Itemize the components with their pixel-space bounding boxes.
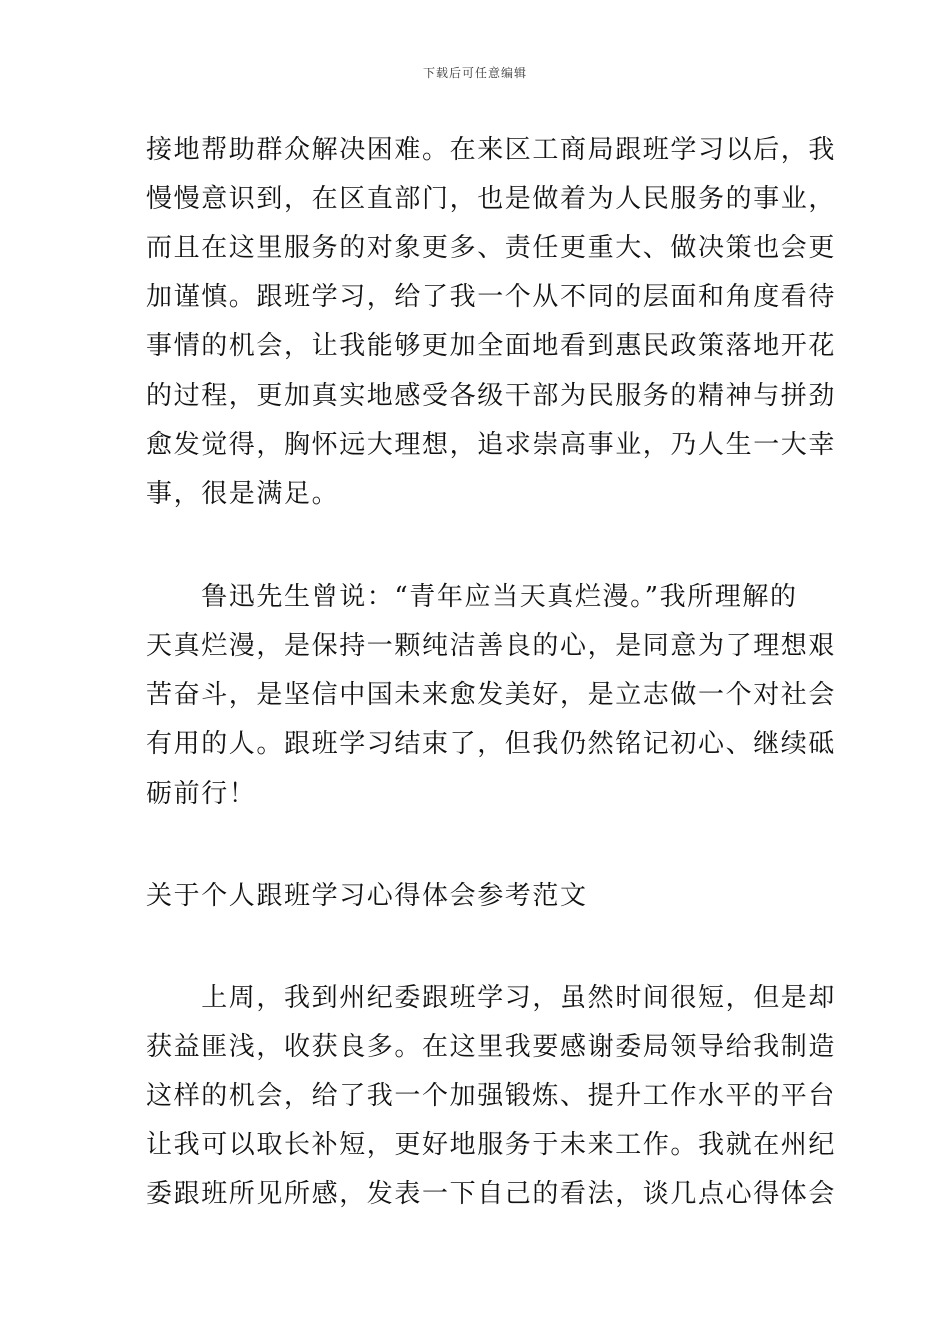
- text-line: 接地帮助群众解决困难。在来区工商局跟班学习以后，我: [146, 135, 837, 165]
- text-line: 上周，我到州纪委跟班学习，虽然时间很短，但是却: [146, 983, 837, 1013]
- text-line: 愈发觉得，胸怀远大理想，追求崇高事业，乃人生一大幸: [146, 430, 837, 460]
- text-line: 获益匪浅，收获良多。在这里我要感谢委局领导给我制造: [146, 1032, 837, 1062]
- text-line: 这样的机会，给了我一个加强锻炼、提升工作水平的平台: [146, 1081, 837, 1111]
- text-line: 的过程，更加真实地感受各级干部为民服务的精神与拼劲: [146, 381, 837, 411]
- text-line: 慢慢意识到，在区直部门，也是做着为人民服务的事业，: [146, 184, 837, 214]
- page-header: 下载后可任意编辑: [422, 66, 527, 80]
- text-line: 加谨慎。跟班学习，给了我一个从不同的层面和角度看待: [146, 282, 837, 312]
- section-title: 关于个人跟班学习心得体会参考范文: [146, 881, 588, 911]
- text-line: 事情的机会，让我能够更加全面地看到惠民政策落地开花: [146, 331, 837, 361]
- text-line: 事，很是满足。: [146, 479, 340, 509]
- text-line: 委跟班所见所感，发表一下自己的看法，谈几点心得体会: [146, 1179, 837, 1209]
- text-line: 而且在这里服务的对象更多、责任更重大、做决策也会更: [146, 233, 837, 263]
- text-line: 让我可以取长补短，更好地服务于未来工作。我就在州纪: [146, 1130, 837, 1160]
- text-line: 天真烂漫，是保持一颗纯洁善良的心，是同意为了理想艰: [146, 631, 837, 661]
- text-line: 砺前行！: [146, 779, 257, 809]
- text-line: 鲁迅先生曾说：“青年应当天真烂漫。”我所理解的: [146, 582, 798, 612]
- text-line: 有用的人。跟班学习结束了，但我仍然铭记初心、继续砥: [146, 729, 837, 759]
- text-line: 苦奋斗，是坚信中国未来愈发美好，是立志做一个对社会: [146, 680, 837, 710]
